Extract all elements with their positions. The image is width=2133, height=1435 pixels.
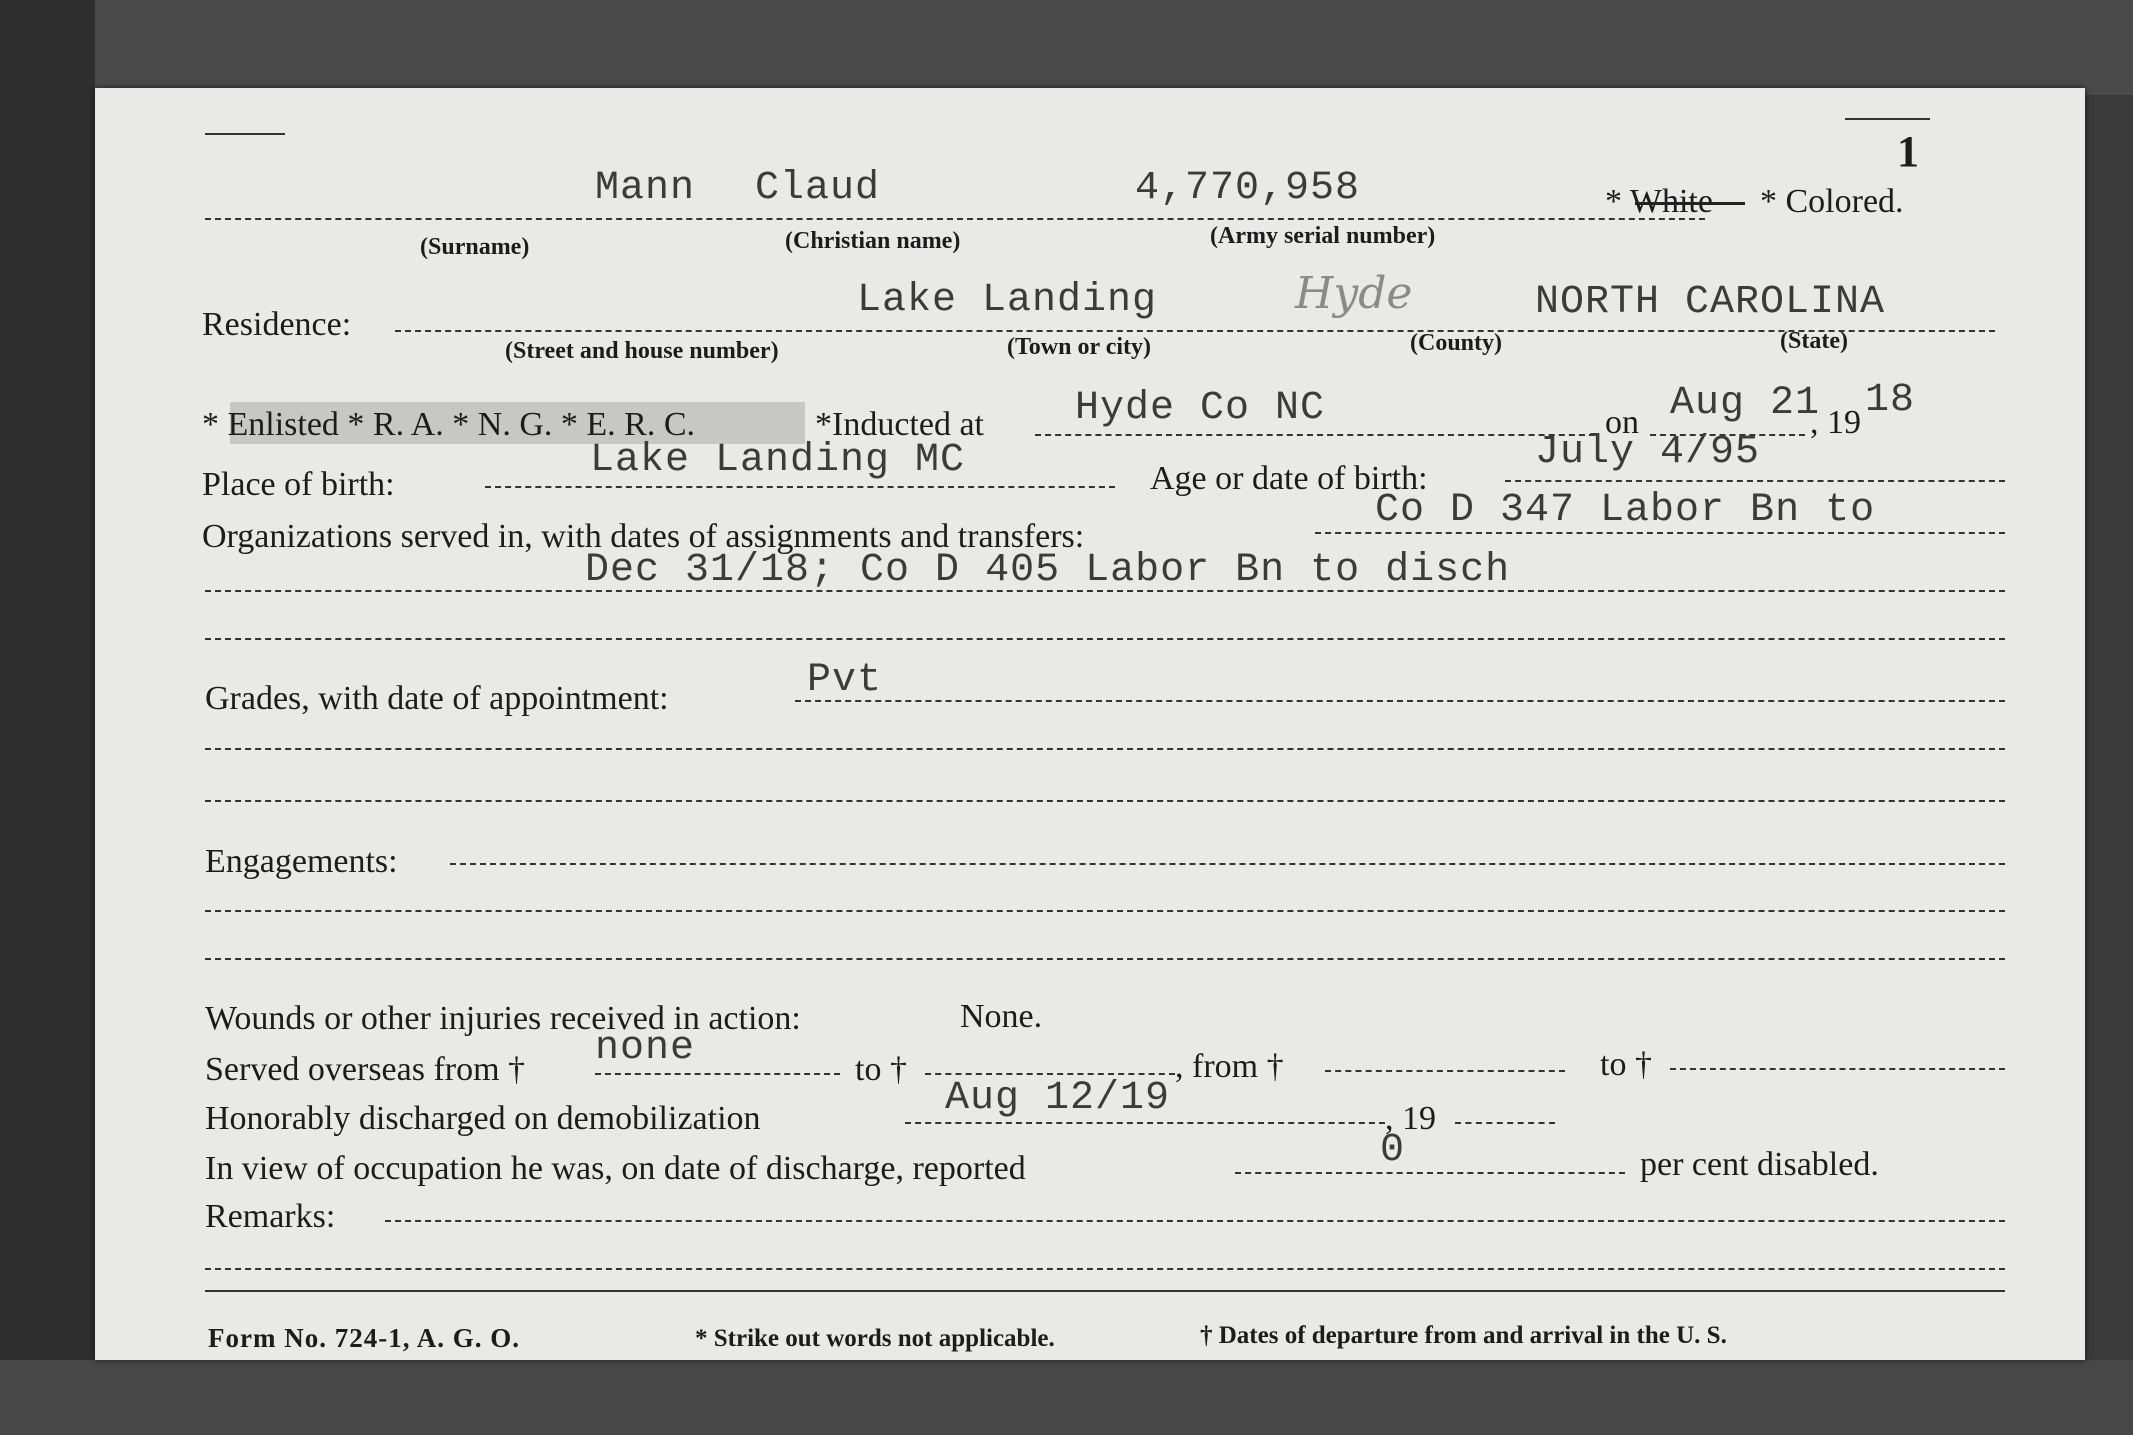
surname-caption: (Surname) <box>420 234 530 260</box>
residence-state-value: NORTH CAROLINA <box>1535 280 1886 325</box>
residence-line <box>395 330 1995 332</box>
overseas-from-line-2 <box>1325 1070 1565 1072</box>
footer-rule <box>205 1290 2005 1292</box>
grades-line-3 <box>205 800 2005 802</box>
grades-value: Pvt <box>807 658 883 703</box>
overseas-to-line-2 <box>1670 1068 2005 1070</box>
inducted-year-value: 18 <box>1865 378 1916 423</box>
organizations-line-3 <box>205 638 2005 640</box>
top-right-rule <box>1845 118 1930 120</box>
serial-caption: (Army serial number) <box>1210 223 1436 249</box>
residence-label: Residence: <box>202 306 352 343</box>
grades-line-1 <box>795 700 2005 702</box>
christian-name-value: Claud <box>755 166 881 211</box>
disability-label: In view of occupation he was, on date of discharge, reported <box>205 1150 1026 1187</box>
name-line <box>205 218 1705 220</box>
overseas-from-label-2: , from † <box>1175 1048 1284 1085</box>
race-white-option: * White <box>1605 183 1713 220</box>
strike-note: * Strike out words not applicable. <box>695 1325 1055 1352</box>
year-prefix: , 19 <box>1810 404 1861 441</box>
discharge-date-line <box>905 1122 1385 1124</box>
state-caption: (State) <box>1780 328 1848 354</box>
disability-value: 0 <box>1380 1128 1406 1173</box>
overseas-to-label: to † <box>855 1051 907 1088</box>
grades-line-2 <box>205 748 2005 750</box>
on-label: on <box>1605 404 1639 441</box>
engagements-line-1 <box>450 863 2005 865</box>
discharge-year-line <box>1455 1122 1555 1124</box>
engagements-label: Engagements: <box>205 843 398 880</box>
residence-county-value: Hyde <box>1295 268 1413 319</box>
discharge-date-value: Aug 12/19 <box>945 1076 1171 1121</box>
discharge-label: Honorably discharged on demobilization <box>205 1100 761 1137</box>
serial-number-value: 4,770,958 <box>1135 166 1361 211</box>
overseas-to-line <box>925 1073 1175 1075</box>
place-of-birth-value: Lake Landing MC <box>590 438 966 483</box>
card-number: 1 <box>1897 127 1919 176</box>
inducted-at-label: *Inducted at <box>815 406 984 443</box>
enlistment-options: * Enlisted * R. A. * N. G. * E. R. C. <box>202 406 696 443</box>
overseas-from-line <box>595 1073 840 1075</box>
age-line <box>1505 480 2005 482</box>
discharge-year-label: , 19 <box>1385 1100 1436 1137</box>
remarks-line-1 <box>385 1220 2005 1222</box>
top-left-rule <box>205 133 285 135</box>
wounds-value: None. <box>960 998 1043 1035</box>
inducted-date-value: Aug 21 <box>1670 381 1821 426</box>
race-colored-option: * Colored. <box>1760 183 1904 220</box>
county-caption: (County) <box>1410 330 1503 356</box>
served-overseas-label: Served overseas from † <box>205 1051 526 1088</box>
scan-background-left <box>0 0 95 1435</box>
overseas-to-label-2: to † <box>1600 1046 1652 1083</box>
engagements-line-2 <box>205 910 2005 912</box>
scan-background-bottom <box>0 1360 2133 1435</box>
remarks-line-2 <box>205 1268 2005 1270</box>
white-strikeout <box>1635 202 1745 205</box>
organizations-label: Organizations served in, with dates of assignments and transfers: <box>202 518 1085 555</box>
disability-suffix: per cent disabled. <box>1640 1146 1879 1183</box>
organizations-value-2: Dec 31/18; Co D 405 Labor Bn to disch <box>585 548 1511 593</box>
age-label: Age or date of birth: <box>1150 460 1428 497</box>
inducted-at-value: Hyde Co NC <box>1075 386 1326 431</box>
dates-note: † Dates of departure from and arrival in the U. S. <box>1200 1322 1727 1349</box>
place-of-birth-label: Place of birth: <box>202 466 395 503</box>
place-of-birth-line <box>485 486 1115 488</box>
organizations-value-1: Co D 347 Labor Bn to <box>1375 488 1876 533</box>
overseas-from-value: none <box>595 1026 696 1071</box>
town-caption: (Town or city) <box>1007 334 1151 360</box>
date-of-birth-value: July 4/95 <box>1535 430 1761 475</box>
engagements-line-3 <box>205 958 2005 960</box>
surname-value: Mann <box>595 166 696 211</box>
grades-label: Grades, with date of appointment: <box>205 680 669 717</box>
service-record-card <box>95 88 2085 1360</box>
street-caption: (Street and house number) <box>505 338 779 364</box>
form-number: Form No. 724-1, A. G. O. <box>208 1323 520 1353</box>
disability-line <box>1235 1172 1625 1174</box>
residence-town-value: Lake Landing <box>857 278 1158 323</box>
remarks-label: Remarks: <box>205 1198 336 1235</box>
inducted-line <box>1035 434 1595 436</box>
wounds-label: Wounds or other injuries received in action: <box>205 1000 801 1037</box>
scan-background-top <box>0 0 2133 95</box>
christian-name-caption: (Christian name) <box>785 228 961 254</box>
